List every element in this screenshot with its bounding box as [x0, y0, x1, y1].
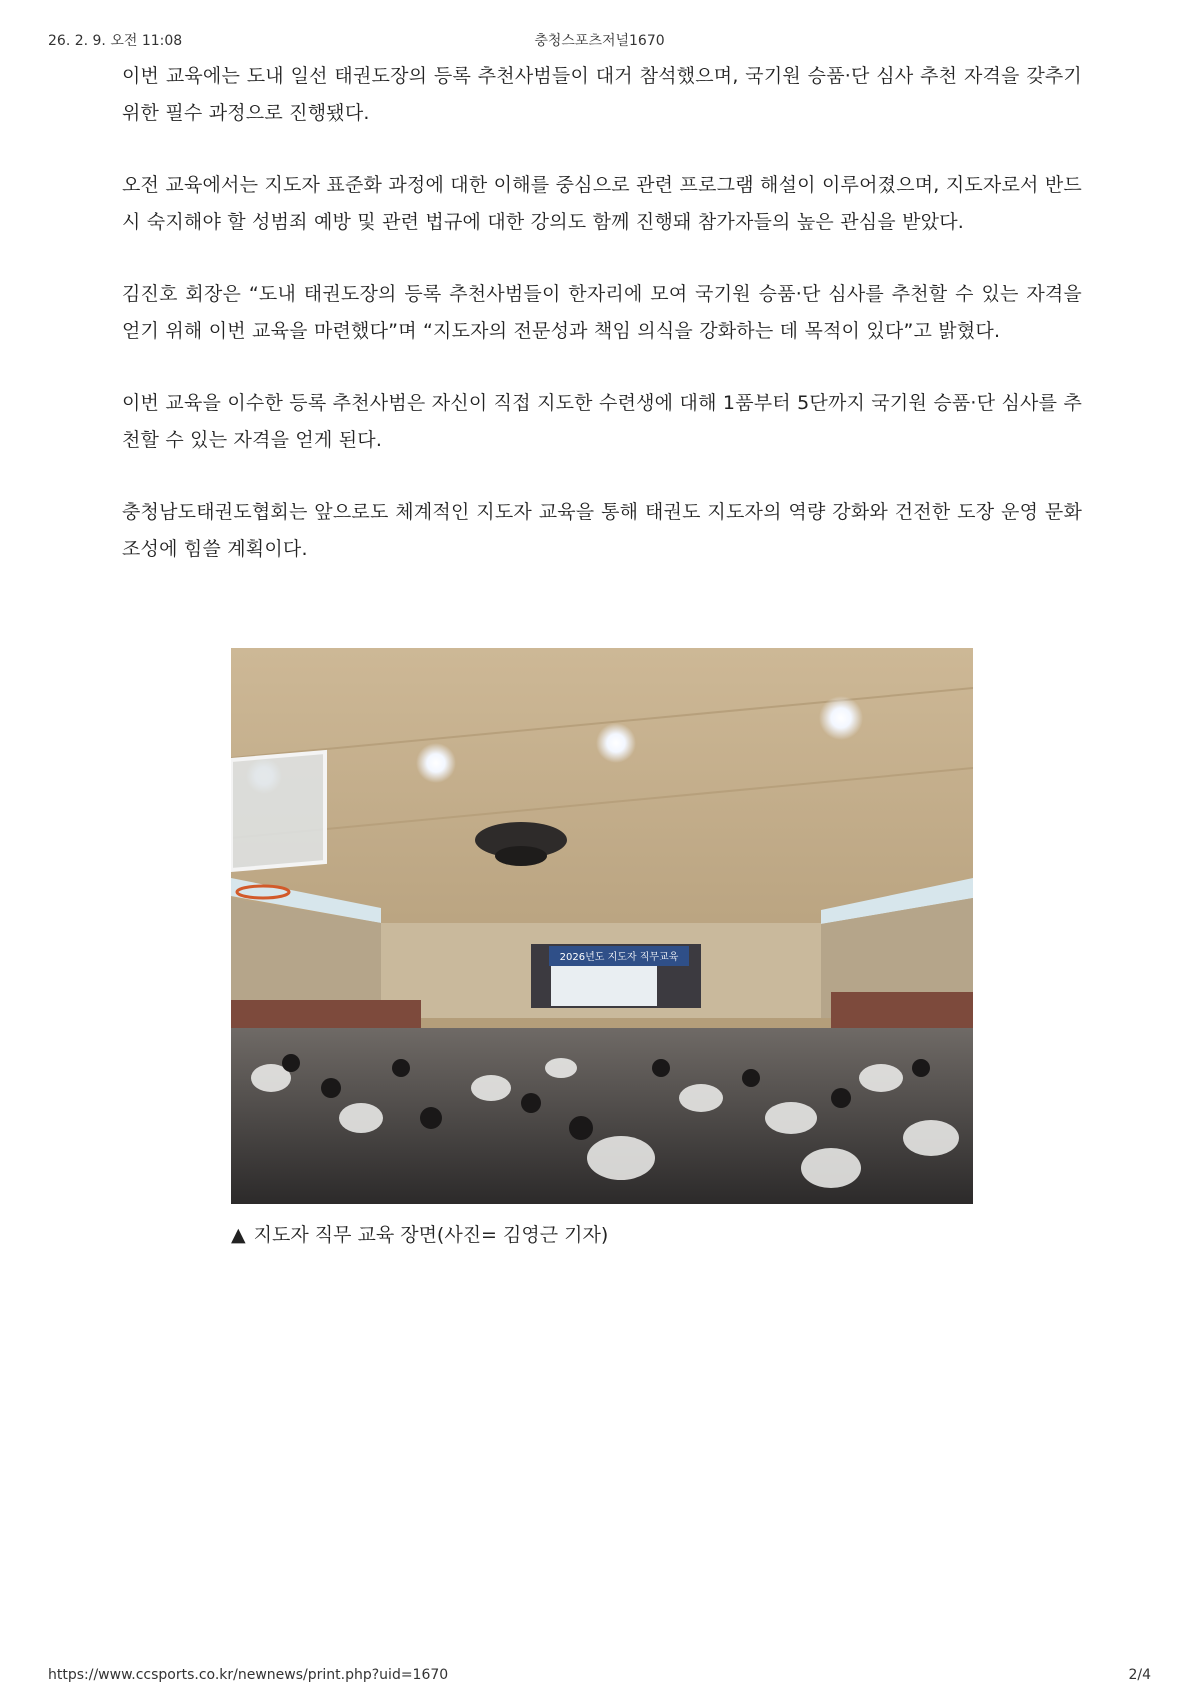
article-paragraph-3: 김진호 회장은 “도내 태권도장의 등록 추천사범들이 한자리에 모여 국기원 승품·단 심사를 추천할 수 있는 자격을 얻기 위해 이번 교육을 마련했다”며 “지도자의 전문성과 책임 의식을 강화하는 데 목적이 있다”고 밝혔다. [122, 283, 1082, 342]
stage-banner-text: 2026년도 지도자 직무교육 [559, 952, 679, 963]
triangle-marker-icon: ▲ [231, 1224, 246, 1246]
site-title: 충청스포츠저널1670 [534, 33, 665, 49]
article-paragraph-1: 이번 교육에는 도내 일선 태권도장의 등록 추천사범들이 대거 참석했으며, 국기원 승품·단 심사 추천 자격을 갖추기 위한 필수 과정으로 진행됐다. [122, 65, 1082, 124]
caption-text: 지도자 직무 교육 장면(사진= 김영근 기자) [253, 1224, 609, 1246]
article-photo [231, 648, 973, 1204]
print-datetime: 26. 2. 9. 오전 11:08 [48, 33, 183, 49]
page-number: 2/4 [1128, 1667, 1151, 1683]
article-paragraph-4: 이번 교육을 이수한 등록 추천사범은 자신이 직접 지도한 수련생에 대해 1품부터 5단까지 국기원 승품·단 심사를 추천할 수 있는 자격을 얻게 된다. [122, 392, 1082, 451]
print-url: https://www.ccsports.co.kr/newnews/print.php?uid=1670 [48, 1667, 449, 1683]
article-body [122, 58, 1082, 574]
photo-caption [231, 1220, 608, 1247]
article-paragraph-2: 오전 교육에서는 지도자 표준화 과정에 대한 이해를 중심으로 관련 프로그램 해설이 이루어졌으며, 지도자로서 반드시 숙지해야 할 성범죄 예방 및 관련 법규에 대한 강의도 함께 진행돼 참가자들의 높은 관심을 받았다. [122, 174, 1082, 233]
article-paragraph-5: 충청남도태권도협회는 앞으로도 체계적인 지도자 교육을 통해 태권도 지도자의 역량 강화와 건전한 도장 운영 문화 조성에 힘쓸 계획이다. [122, 501, 1082, 560]
